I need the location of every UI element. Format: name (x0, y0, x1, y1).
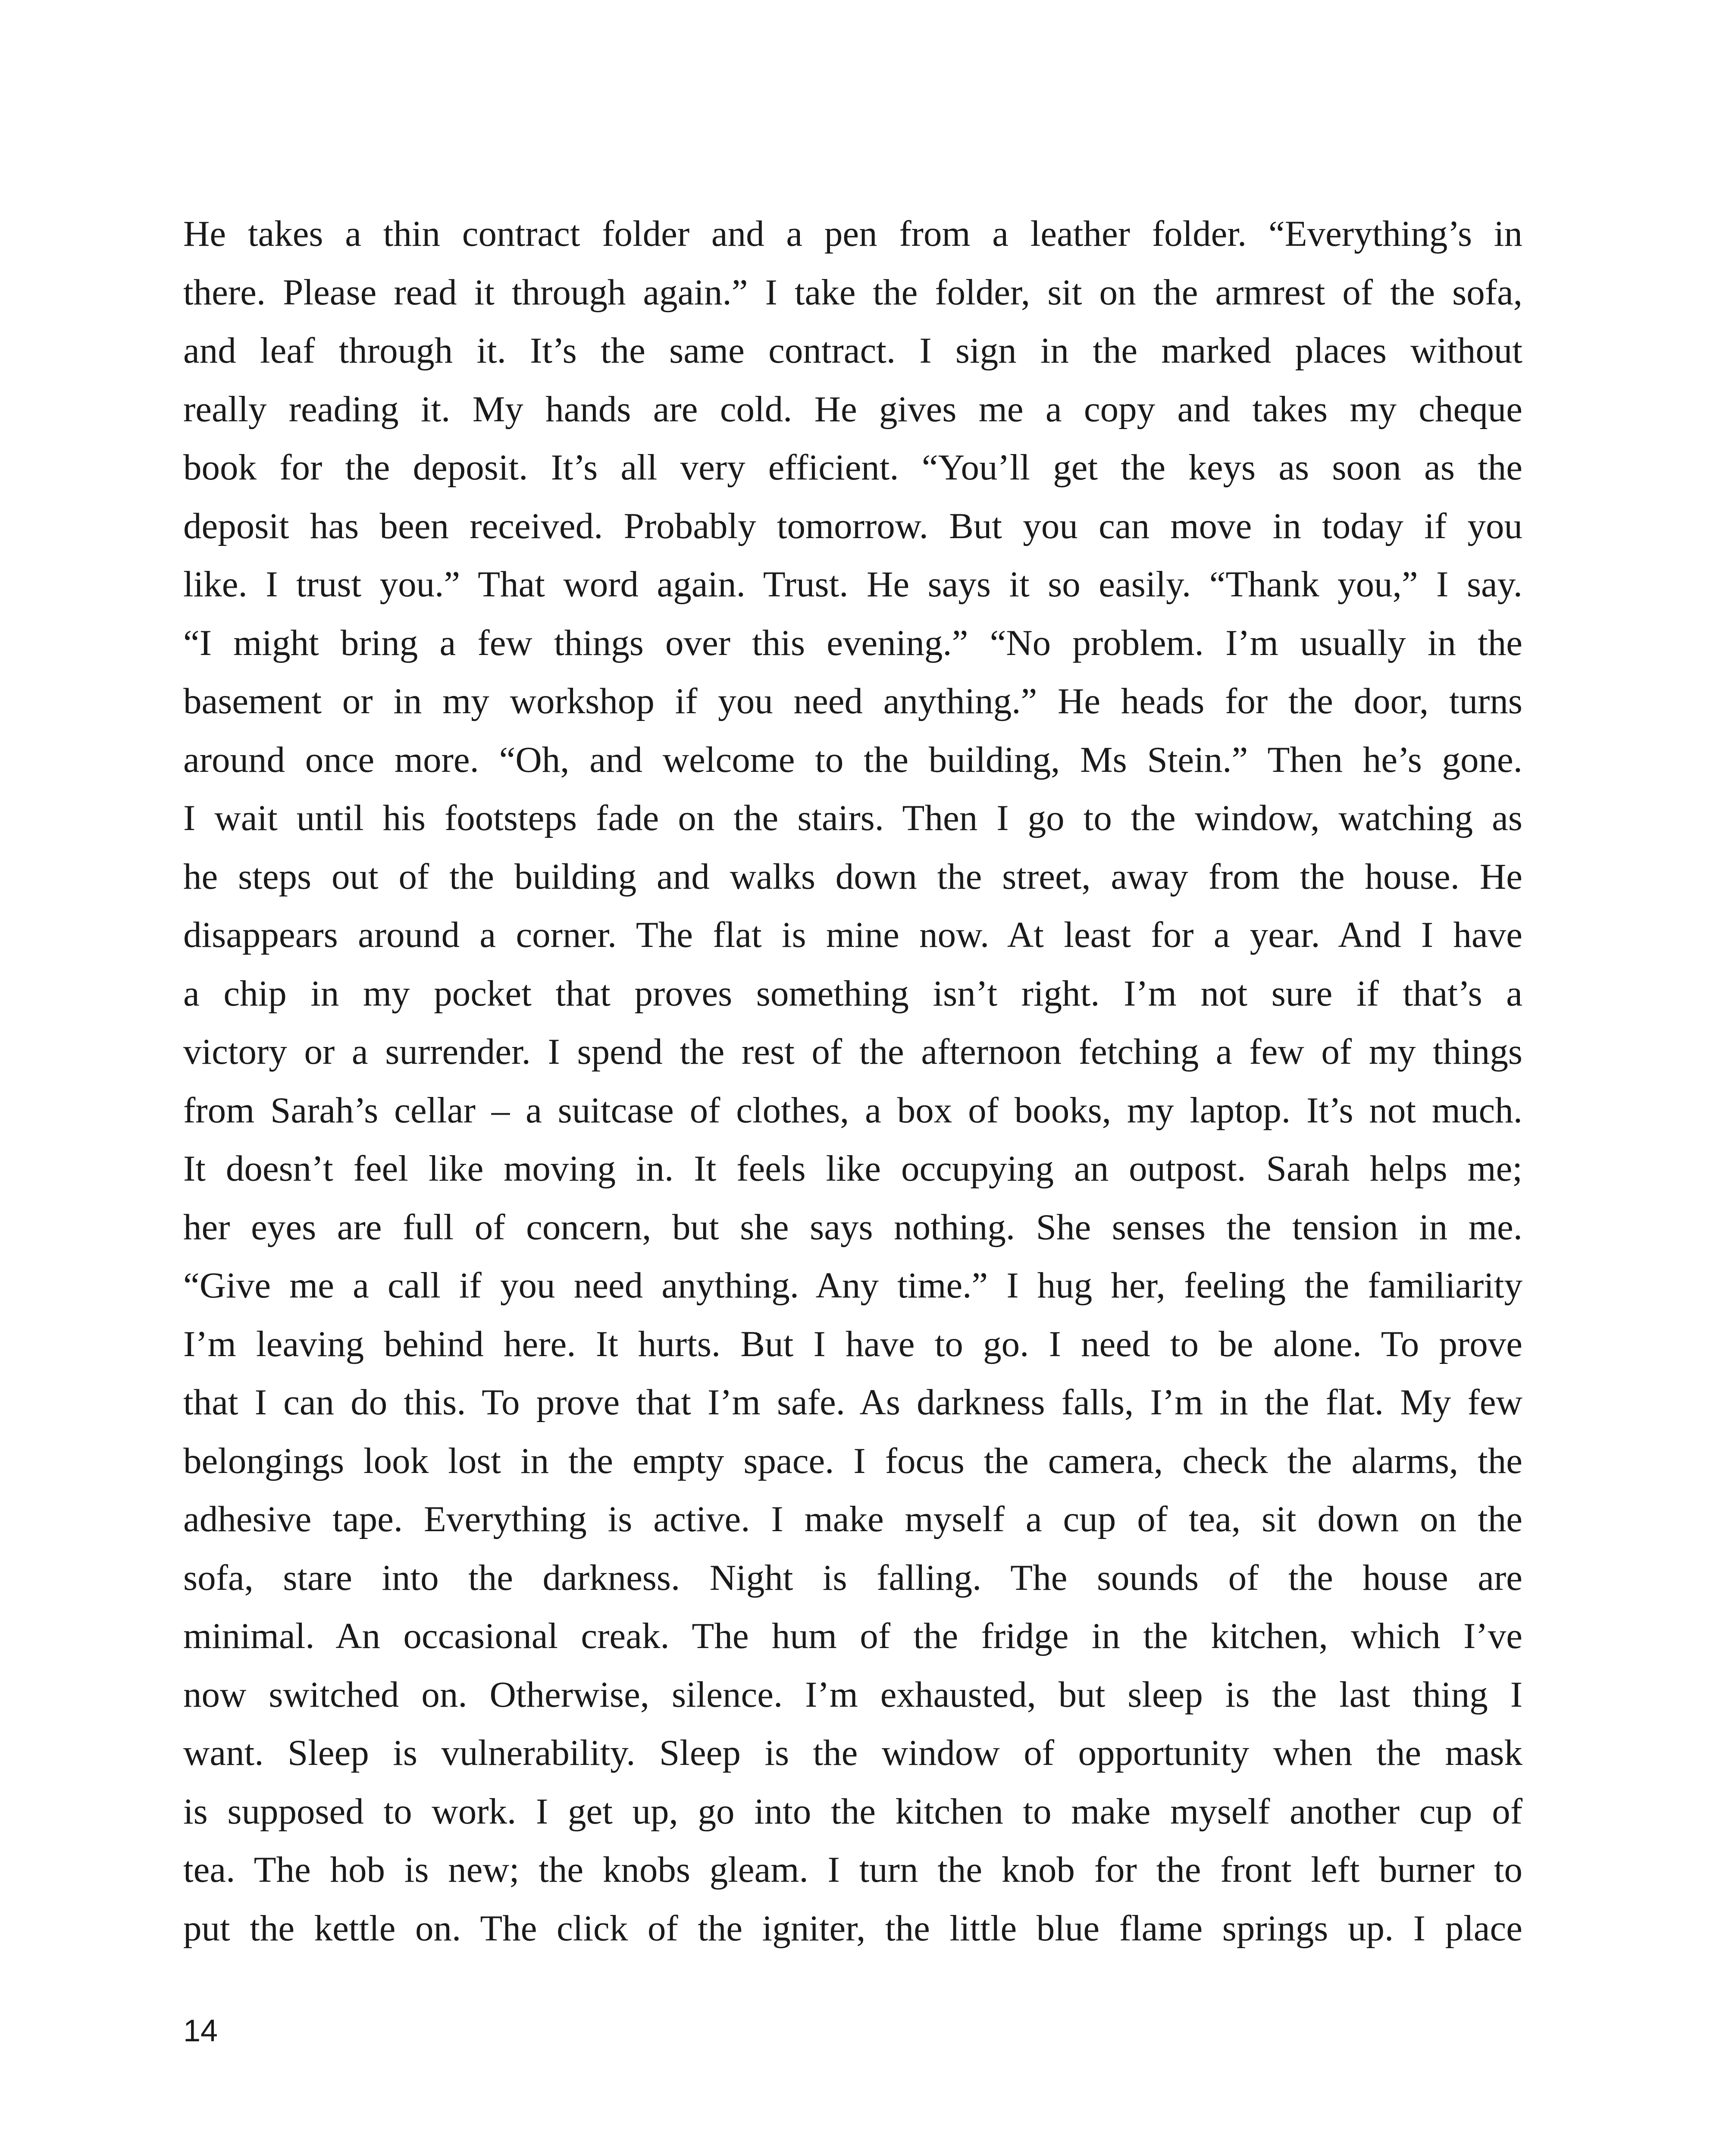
body-text (183, 205, 1522, 1958)
text-line: victory or a surrender. I spend the rest of the afternoon fetching a few of my things (183, 1031, 1522, 1072)
text-line: belongings look lost in the empty space. I focus the camera, check the alarms, the (183, 1440, 1522, 1481)
text-line: I wait until his footsteps fade on the stairs. Then I go to the window, watching as (183, 798, 1522, 838)
text-line: from Sarah’s cellar – a suitcase of clothes, a box of books, my laptop. It’s not much. (183, 1090, 1522, 1131)
text-line: that I can do this. To prove that I’m safe. As darkness falls, I’m in the flat. My few (183, 1382, 1522, 1423)
text-line: He takes a thin contract folder and a pen from a leather folder. “Everything’s in (183, 213, 1522, 254)
text-line: now switched on. Otherwise, silence. I’m exhausted, but sleep is the last thing I (183, 1674, 1522, 1715)
page-number: 14 (183, 2014, 218, 2048)
text-line: want. Sleep is vulnerability. Sleep is the window of opportunity when the mask (183, 1733, 1522, 1773)
text-line: her eyes are full of concern, but she says nothing. She senses the tension in me. (183, 1206, 1522, 1247)
text-line: around once more. “Oh, and welcome to the building, Ms Stein.” Then he’s gone. (183, 739, 1522, 780)
text-line: and leaf through it. It’s the same contract. I sign in the marked places without (183, 330, 1522, 371)
text-line: “Give me a call if you need anything. Any time.” I hug her, feeling the familiarity (183, 1265, 1522, 1306)
text-line: like. I trust you.” That word again. Trust. He says it so easily. “Thank you,” I say. (183, 564, 1522, 605)
text-line: a chip in my pocket that proves something isn’t right. I’m not sure if that’s a (183, 973, 1522, 1014)
text-line: book for the deposit. It’s all very efficient. “You’ll get the keys as soon as the (183, 447, 1522, 488)
text-line: sofa, stare into the darkness. Night is falling. The sounds of the house are (183, 1557, 1522, 1598)
text-line: adhesive tape. Everything is active. I make myself a cup of tea, sit down on the (183, 1499, 1522, 1539)
text-line: “I might bring a few things over this evening.” “No problem. I’m usually in the (183, 622, 1522, 663)
text-line: minimal. An occasional creak. The hum of the fridge in the kitchen, which I’ve (183, 1616, 1522, 1656)
text-line: put the kettle on. The click of the igniter, the little blue flame springs up. I place (183, 1908, 1522, 1949)
text-line: is supposed to work. I get up, go into the kitchen to make myself another cup of (183, 1791, 1522, 1832)
text-line: really reading it. My hands are cold. He gives me a copy and takes my cheque (183, 389, 1522, 429)
text-line: It doesn’t feel like moving in. It feels like occupying an outpost. Sarah helps me; (183, 1148, 1522, 1189)
text-line: there. Please read it through again.” I take the folder, sit on the armrest of the sofa, (183, 272, 1522, 313)
text-line: disappears around a corner. The flat is mine now. At least for a year. And I have (183, 915, 1522, 955)
text-line: tea. The hob is new; the knobs gleam. I turn the knob for the front left burner to (183, 1849, 1522, 1890)
text-line: deposit has been received. Probably tomorrow. But you can move in today if you (183, 505, 1522, 546)
text-line: I’m leaving behind here. It hurts. But I have to go. I need to be alone. To prove (183, 1323, 1522, 1364)
text-line: he steps out of the building and walks down the street, away from the house. He (183, 856, 1522, 897)
text-line: basement or in my workshop if you need anything.” He heads for the door, turns (183, 681, 1522, 721)
